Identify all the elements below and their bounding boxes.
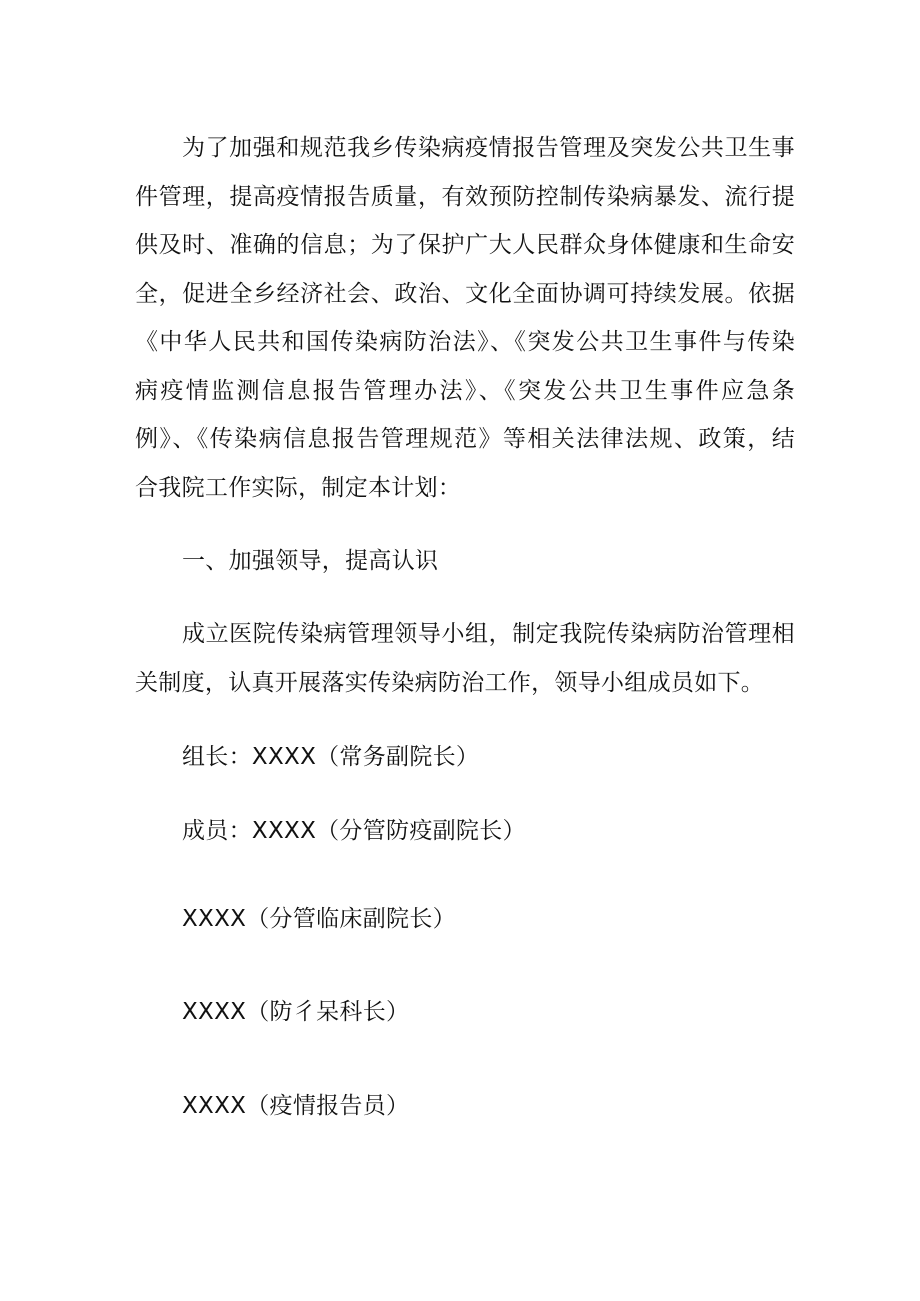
member-item: XXXX（防彳呆科长） — [182, 999, 410, 1025]
intro-line-1: 为了加强和规范我乡传染病疫情报告管理及突发公共卫生事 — [182, 135, 795, 161]
intro-line-6: 病疫情监测信息报告管理办法》、《突发公共卫生事件应急条 — [135, 378, 795, 404]
intro-line-2: 件管理，提高疫情报告质量，有效预防控制传染病暴发、流行提 — [135, 184, 795, 210]
member-item: 成员：XXXX（分管防疫副院长） — [182, 818, 526, 844]
section-heading: 一、加强领导，提高认识 — [182, 548, 439, 574]
intro-line-3: 供及时、准确的信息；为了保护广大人民群众身体健康和生命安 — [135, 232, 795, 258]
section-line-1: 成立医院传染病管理领导小组，制定我院传染病防治管理相 — [182, 621, 795, 647]
intro-line-8: 合我院工作实际，制定本计划： — [135, 475, 462, 501]
member-item: XXXX（疫情报告员） — [182, 1093, 410, 1119]
intro-line-4: 全，促进全乡经济社会、政治、文化全面协调可持续发展。依据 — [135, 281, 795, 307]
member-leader: 组长：XXXX（常务副院长） — [182, 744, 480, 770]
intro-line-7: 例》、《传染病信息报告管理规范》等相关法律法规、政策，结 — [135, 426, 795, 452]
section-line-2: 关制度，认真开展落实传染病防治工作，领导小组成员如下。 — [135, 670, 765, 696]
member-item: XXXX（分管临床副院长） — [182, 906, 456, 932]
intro-line-5: 《中华人民共和国传染病防治法》、《突发公共卫生事件与传染 — [135, 329, 795, 355]
